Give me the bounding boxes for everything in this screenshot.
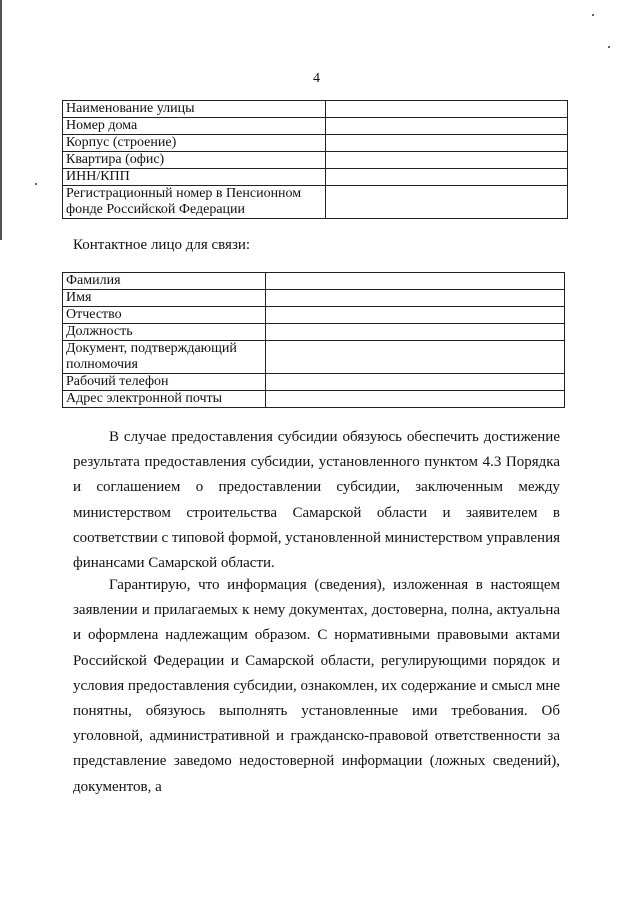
table-row [63,341,565,374]
street-name-value [326,101,568,118]
apartment-label: Квартира (офис) [63,152,326,169]
position-value [266,324,565,341]
house-number-label: Номер дома [63,118,326,135]
pension-fund-number-label: Регистрационный номер в Пенсионном фонде Российской Федерации [63,186,326,219]
inn-kpp-value [326,169,568,186]
authority-document-value [266,341,565,374]
table-row [63,374,565,391]
surname-value [266,273,565,290]
work-phone-value [266,374,565,391]
house-number-value [326,118,568,135]
table-row [63,290,565,307]
contact-table [62,272,565,408]
address-table [62,100,568,219]
table-row [63,307,565,324]
building-label: Корпус (строение) [63,135,326,152]
pension-fund-number-value [326,186,568,219]
authority-document-label: Документ, подтверждающий полномочия [63,341,266,374]
position-label: Должность [63,324,266,341]
table-row [63,135,568,152]
street-name-label: Наименование улицы [63,101,326,118]
first-name-value [266,290,565,307]
surname-label: Фамилия [63,273,266,290]
table-row [63,152,568,169]
scan-speck [608,46,610,48]
email-value [266,391,565,408]
table-row [63,273,565,290]
apartment-value [326,152,568,169]
scan-edge-shadow [0,0,2,240]
scan-speck [35,183,37,185]
table-row [63,391,565,408]
patronymic-label: Отчество [63,307,266,324]
table-row [63,186,568,219]
scan-speck [592,14,594,16]
table-row [63,169,568,186]
work-phone-label: Рабочий телефон [63,374,266,391]
guarantee-paragraph: Гарантирую, что информация (сведения), изложенная в настоящем заявлении и прилагаемых к нему документах, достоверна, полна, актуальна и оформлена надлежащим образом. С нормативными правовыми актами Российской Федерации и Самарской области, регулирующими порядок и условия предоставления субсидии, ознакомлен, их содержание и смысл мне понятны, обязуюсь выполнять установленные ими требования. Об уголовной, административной и гражданско-правовой ответственности за представление заведомо недостоверной информации (ложных сведений), документов, а [73,577,560,795]
inn-kpp-label: ИНН/КПП [63,169,326,186]
page-number: 4 [313,71,320,86]
patronymic-value [266,307,565,324]
table-row [63,101,568,118]
first-name-label: Имя [63,290,266,307]
obligation-paragraph: В случае предоставления субсидии обязуюсь обеспечить достижение результата предоставления субсидии, установленного пунктом 4.3 Порядка и соглашением о предоставлении субсидии, заключенным между министерством строительства Самарской области и заявителем в соответствии с типовой формой, установленной министерством управления финансами Самарской области. [73,429,560,572]
table-row [63,324,565,341]
email-label: Адрес электронной почты [63,391,266,408]
building-value [326,135,568,152]
contact-person-heading: Контактное лицо для связи: [73,237,251,253]
table-row [63,118,568,135]
